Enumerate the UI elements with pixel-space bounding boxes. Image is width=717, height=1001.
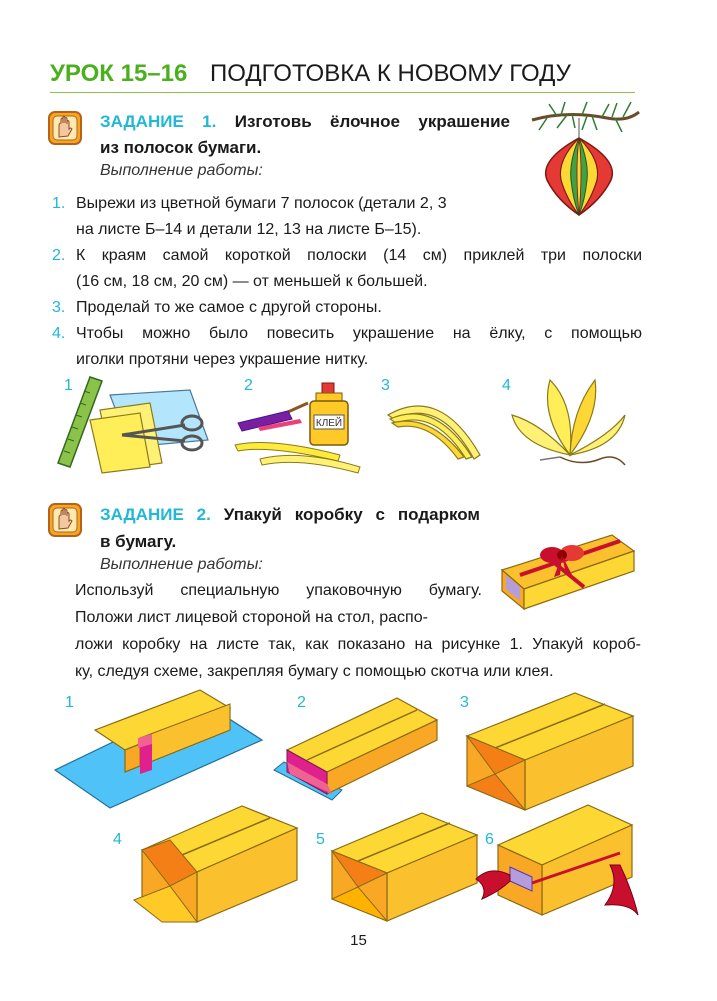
hand-task-icon	[48, 503, 82, 537]
figure-number: 5	[316, 831, 325, 848]
strips-glued-illustration	[380, 385, 490, 465]
step-number: 3.	[52, 299, 66, 316]
lesson-header	[50, 60, 635, 94]
task1-label: ЗАДАНИЕ 1.	[100, 112, 217, 131]
task1-step-1	[52, 191, 642, 243]
step-number: 1.	[52, 195, 66, 212]
task2-label: ЗАДАНИЕ 2.	[100, 505, 211, 524]
task2-text-line1: Используй специальную упаковочную бумагу.	[75, 582, 482, 599]
task2-text-line2: Положи лист лицевой стороной на стол, распо-	[75, 609, 428, 626]
box-wrapping-step-4	[132, 800, 302, 925]
figure-number: 6	[485, 831, 494, 848]
paper-ruler-scissors-illustration	[50, 375, 215, 475]
lesson-number: УРОК 15–16	[50, 60, 188, 87]
figure-number: 1	[64, 377, 73, 394]
task1-step-4	[52, 321, 642, 373]
figure-number: 3	[460, 694, 469, 711]
task1-step-2	[52, 243, 642, 295]
task2-text-line3: ложи коробку на листе так, как показано на рисунке 1. Упакуй короб-	[75, 636, 641, 653]
box-wrapping-step-5	[322, 805, 482, 925]
task1-title-line1: Изготовь ёлочное украшение	[234, 112, 510, 131]
step-number: 2.	[52, 247, 66, 264]
glue-brush-strips-illustration	[230, 375, 375, 475]
lesson-topic: ПОДГОТОВКА К НОВОМУ ГОДУ	[210, 60, 571, 87]
figure-number: 1	[65, 694, 74, 711]
task2-title-line1: Упакуй коробку с подарком	[223, 505, 480, 524]
figure-number: 2	[244, 377, 253, 394]
hand-task-icon	[48, 111, 82, 145]
wrapped-gift-illustration	[492, 505, 637, 615]
task1-title-line2: из полосок бумаги.	[100, 138, 262, 157]
box-wrapping-step-2	[272, 690, 452, 805]
step-text: иголки протяни через украшение нитку.	[76, 351, 369, 368]
task2-subtitle: Выполнение работы:	[100, 556, 263, 573]
finished-ornament-with-thread-illustration	[500, 375, 640, 475]
task1-title	[100, 109, 510, 135]
step-text: на листе Б–14 и детали 12, 13 на листе Б–15).	[76, 221, 422, 238]
task2-title	[100, 502, 480, 528]
page-number: 15	[350, 932, 367, 949]
box-wrapping-step-6	[470, 795, 640, 925]
step-text: Проделай то же самое с другой стороны.	[76, 299, 382, 316]
figure-number: 2	[297, 694, 306, 711]
figure-number: 4	[113, 831, 122, 848]
step-number: 4.	[52, 325, 66, 342]
task2-title-line2: в бумагу.	[100, 532, 177, 551]
header-rule	[50, 92, 635, 93]
task2-text-line4: ку, следуя схеме, закрепляя бумагу с помощью скотча или клея.	[75, 663, 554, 680]
task1-step-3	[52, 295, 642, 321]
figure-number: 4	[502, 377, 511, 394]
glue-label: КЛЕЙ	[315, 418, 343, 429]
figure-number: 3	[381, 377, 390, 394]
step-text: Чтобы можно было повесить украшение на ёлку, с помощью	[76, 325, 642, 342]
box-on-paper-step-1	[50, 690, 265, 810]
step-text: Вырежи из цветной бумаги 7 полосок (детали 2, 3	[76, 195, 447, 212]
task1-subtitle: Выполнение работы:	[100, 162, 263, 179]
step-text: (16 см, 18 см, 20 см) — от меньшей к большей.	[76, 273, 428, 290]
step-text: К краям самой короткой полоски (14 см) приклей три полоски	[76, 247, 642, 264]
